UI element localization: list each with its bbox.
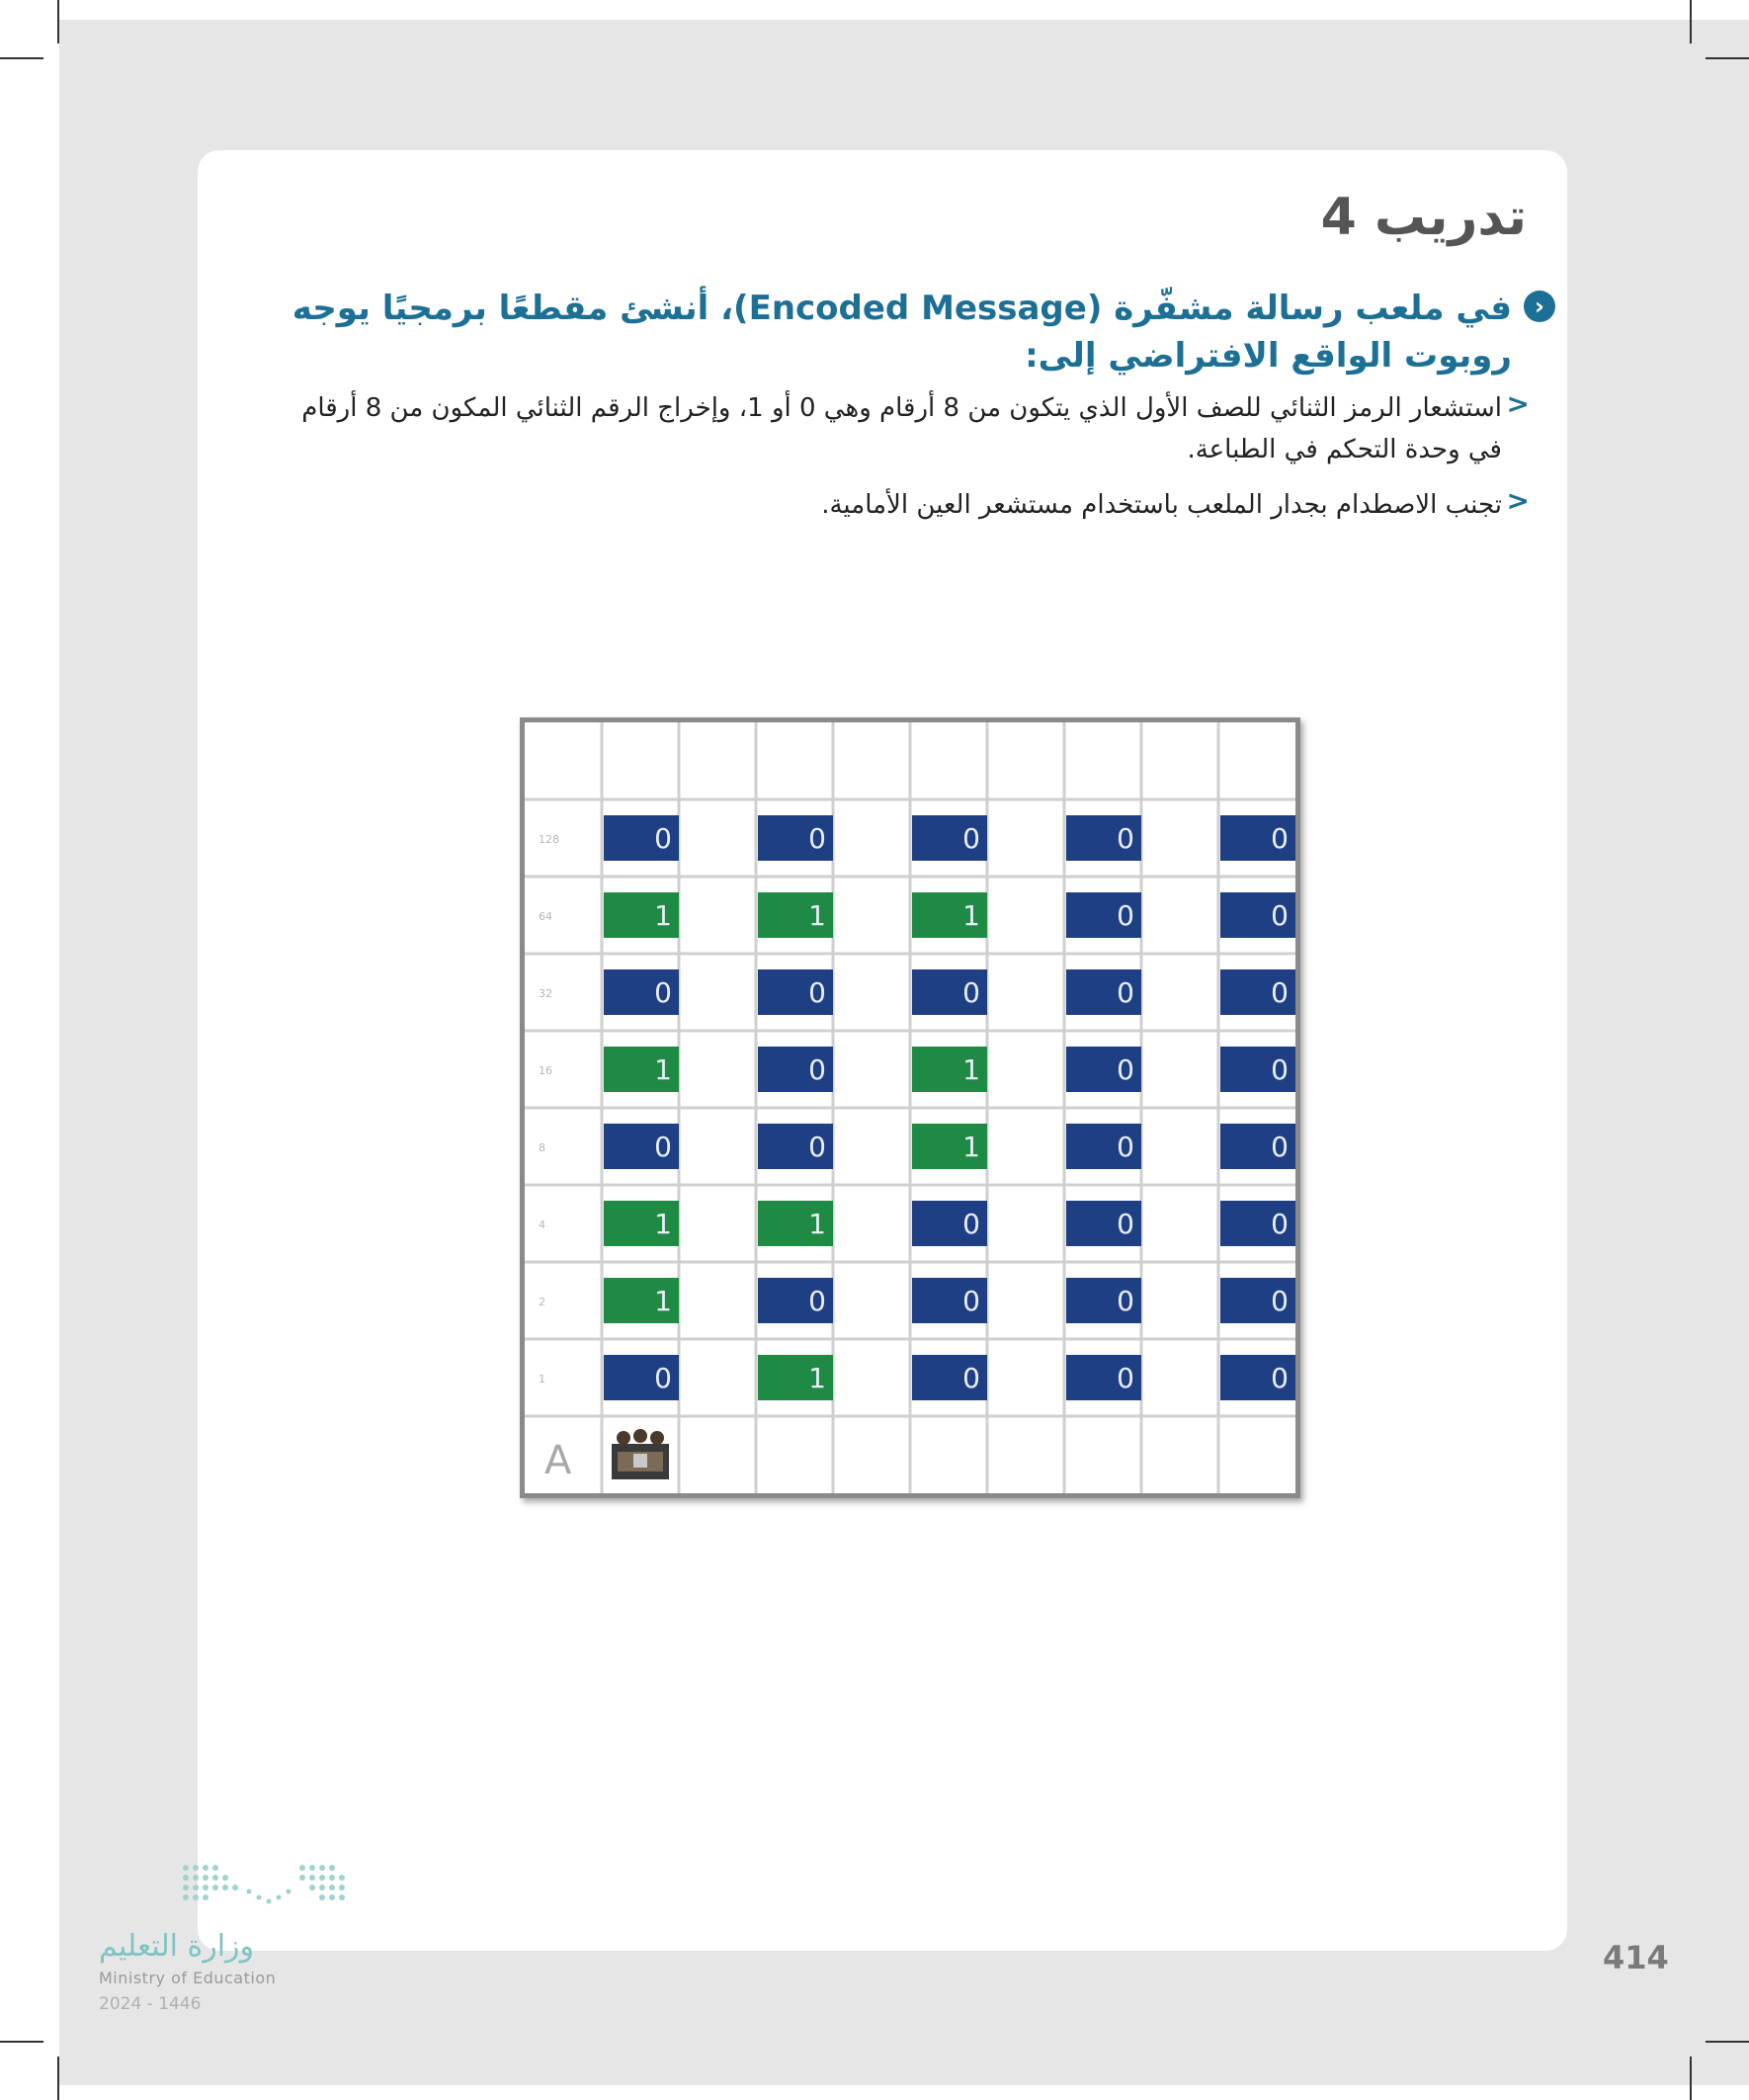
crop-mark [0, 2041, 43, 2043]
binary-digit: 0 [1271, 899, 1289, 932]
binary-digit: 0 [1271, 1285, 1289, 1317]
exercise-title: تدريب 4 [1320, 188, 1527, 247]
binary-digit: 0 [1271, 822, 1289, 855]
binary-digit: 0 [808, 1285, 826, 1317]
binary-digit: 0 [1117, 1285, 1134, 1317]
start-label: A [544, 1438, 572, 1483]
page-number: 414 [1603, 1939, 1669, 1976]
row-label: 2 [539, 1296, 545, 1308]
bullet-item-avoid-wall: تجنب الاصطدام بجدار الملعب باستخدام مستشعر العين الأمامية. [821, 490, 1502, 520]
encoded-message-playground [520, 717, 1300, 1498]
row-label: 8 [539, 1141, 545, 1154]
ministry-name-english: Ministry of Education [99, 1969, 277, 1987]
bullet-item-sense-binary: استشعار الرمز الثنائي للصف الأول الذي يتكون من 8 أرقام وهي 0 أو 1، وإخراج الرقم الثنائي المكون من 8 أرقام في وحدة التحكم في الطباعة. [301, 393, 1502, 464]
ministry-logo-icon [180, 1862, 358, 1921]
binary-digit: 0 [1117, 1131, 1134, 1163]
binary-digit: 0 [962, 1208, 980, 1240]
binary-digit: 1 [962, 899, 980, 932]
crop-mark [1690, 2057, 1692, 2100]
row-label: 1 [539, 1373, 545, 1386]
binary-digit: 1 [962, 1131, 980, 1163]
binary-digit: 1 [654, 899, 672, 932]
binary-digit: 0 [1271, 976, 1289, 1009]
binary-digit: 0 [962, 976, 980, 1009]
binary-digit: 0 [808, 976, 826, 1009]
binary-digit: 0 [962, 822, 980, 855]
binary-digit: 0 [1117, 1053, 1134, 1086]
row-label: 32 [539, 987, 552, 1000]
binary-digit: 0 [654, 976, 672, 1009]
binary-digit: 0 [962, 1285, 980, 1317]
binary-digit: 0 [1117, 1362, 1134, 1394]
bullet-arrow-icon: > [1506, 387, 1530, 420]
binary-digit: 1 [808, 1362, 826, 1394]
row-label: 16 [539, 1064, 552, 1077]
crop-mark [1706, 2041, 1749, 2043]
crop-mark [1706, 57, 1749, 59]
binary-digit: 0 [1117, 822, 1134, 855]
binary-digit: 0 [1271, 1208, 1289, 1240]
binary-digit: 0 [808, 1131, 826, 1163]
row-label: 64 [539, 910, 552, 923]
crop-mark [1690, 0, 1692, 43]
binary-digit: 1 [962, 1053, 980, 1086]
binary-digit: 0 [1117, 976, 1134, 1009]
binary-digit: 0 [808, 822, 826, 855]
binary-digit: 0 [1271, 1053, 1289, 1086]
task-instruction: في ملعب رسالة مشفّرة (Encoded Message)، أنشئ مقطعًا برمجيًا يوجه روبوت الواقع الافتراضي إلى: [292, 289, 1512, 376]
binary-digit: 0 [962, 1362, 980, 1394]
binary-digit: 1 [654, 1285, 672, 1317]
crop-mark [57, 2057, 59, 2100]
binary-digit: 0 [654, 1362, 672, 1394]
row-label: 4 [539, 1218, 545, 1231]
binary-digit: 0 [1271, 1131, 1289, 1163]
binary-digit: 0 [1117, 899, 1134, 932]
binary-digit: 1 [808, 899, 826, 932]
binary-digit: 1 [654, 1053, 672, 1086]
playground-grid [525, 722, 1295, 1493]
binary-digit: 1 [808, 1208, 826, 1240]
binary-digit: 0 [1117, 1208, 1134, 1240]
crop-mark [0, 57, 43, 59]
chevron-left-icon: › [1524, 291, 1555, 322]
ministry-name-arabic: وزارة التعليم [99, 1929, 255, 1964]
crop-mark [57, 0, 59, 43]
binary-digit: 0 [654, 822, 672, 855]
binary-digit: 0 [654, 1131, 672, 1163]
bullet-arrow-icon: > [1506, 484, 1530, 517]
binary-digit: 1 [654, 1208, 672, 1240]
binary-digit: 0 [808, 1053, 826, 1086]
ministry-year: 2024 - 1446 [99, 1994, 202, 2014]
binary-digit: 0 [1271, 1362, 1289, 1394]
robot-icon [612, 1429, 669, 1479]
row-label: 128 [539, 833, 559, 846]
